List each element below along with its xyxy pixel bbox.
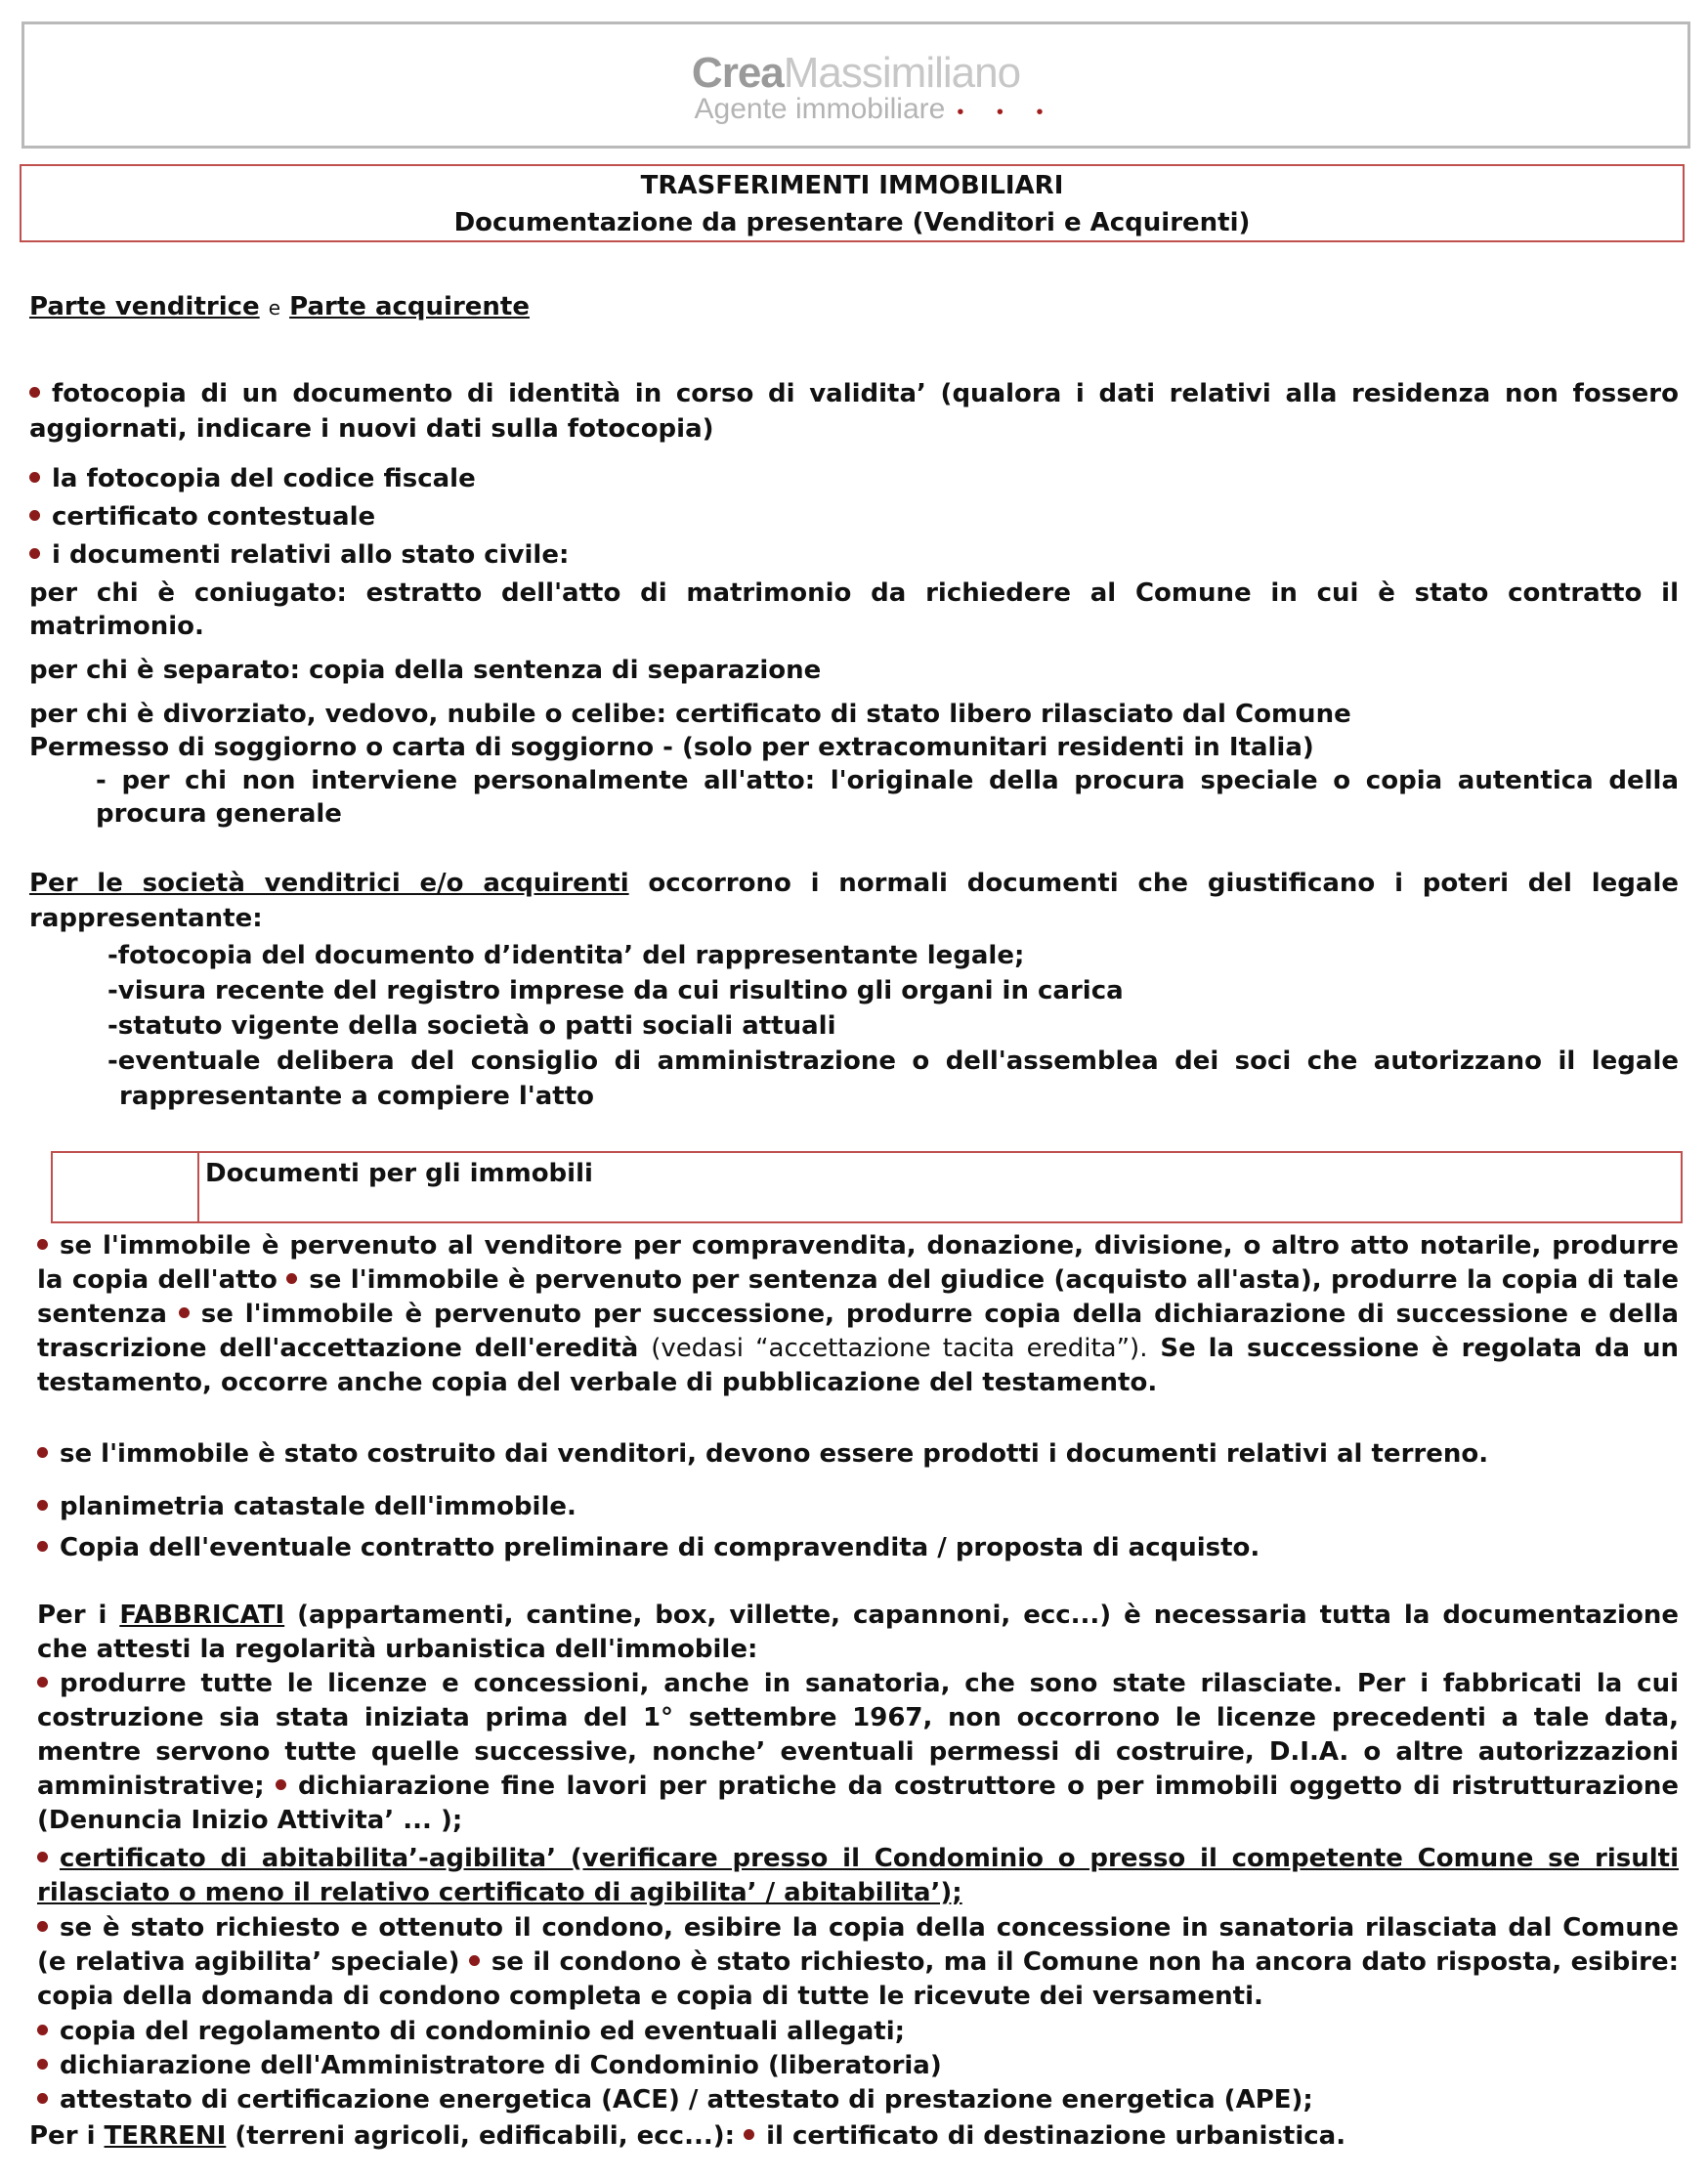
societa-paragraph xyxy=(29,866,1679,936)
doc-identita-item xyxy=(29,376,1679,447)
logo-subtitle: Agente immobiliare xyxy=(694,93,946,125)
logo-dots: • • • xyxy=(957,102,1057,123)
societa-list xyxy=(29,938,1679,1114)
header-logo-box xyxy=(21,21,1690,149)
immobili-preliminare-item xyxy=(37,1530,1679,1565)
terreni-lead: Per i xyxy=(29,2121,96,2151)
immobili-p4: Copia dell'eventuale contratto preliminare di compravendita / proposta di acquisto. xyxy=(60,1533,1260,1562)
document-title-box xyxy=(20,164,1685,242)
stato-civile-item xyxy=(29,537,1679,573)
bullet-icon xyxy=(37,1677,48,1688)
conjunction-e: e xyxy=(268,296,281,320)
societa-item: -eventuale delibera del consiglio di amministrazione o dell'assemblea dei soci che autorizzano il legale rappresentante a compiere l'atto xyxy=(107,1047,1679,1111)
certificato-contestuale-item xyxy=(29,499,1679,534)
fabbricati-p4: copia del regolamento di condominio ed eventuali allegati; xyxy=(60,2017,906,2046)
parties-heading xyxy=(29,289,1679,325)
terreni-text: (terreni agricoli, edificabili, ecc...): xyxy=(235,2121,735,2151)
fabbricati-lead: Per i xyxy=(37,1601,107,1630)
condominio-list xyxy=(37,2015,1679,2117)
bullet-icon xyxy=(37,2093,48,2104)
procura-text xyxy=(29,764,1679,831)
fabbricati-p2: certificato di abitabilita’-agibilita’ (verificare presso il Condominio o presso il competente Comune se risulti rilasciato o meno il relativo certificato di agibilita’ / abitabilita’); xyxy=(37,1844,1679,1907)
parte-venditrice-label: Parte venditrice xyxy=(29,292,260,321)
bullet-icon xyxy=(37,1500,48,1511)
immobili-p1d: (vedasi “accettazione tacita eredita”). xyxy=(651,1334,1148,1363)
document-title: TRASFERIMENTI IMMOBILIARI xyxy=(640,171,1064,200)
fabbricati-keyword: FABBRICATI xyxy=(119,1601,285,1630)
fabbricati-p5: dichiarazione dell'Amministratore di Condominio (liberatoria) xyxy=(60,2051,942,2080)
bullet-icon xyxy=(29,510,40,521)
bullet-icon xyxy=(37,1541,48,1552)
immobili-section-title: Documenti per gli immobili xyxy=(205,1159,593,1188)
fabbricati-p3a: se è stato richiesto e ottenuto il condono, esibire la copia della concessione in sanatoria rilasciata dal Comune (e relativa agibilita’ speciale) xyxy=(37,1913,1679,1977)
societa-heading: Per le società venditrici e/o acquirenti xyxy=(29,869,629,898)
bullet-icon xyxy=(276,1779,286,1790)
societa-item: -fotocopia del documento d’identita’ del rappresentante legale; xyxy=(107,941,1025,970)
logo-name-bold: Crea xyxy=(691,49,784,97)
procura-content: - per chi non interviene personalmente all'atto: l'originale della procura speciale o copia autentica della procura generale xyxy=(96,766,1679,829)
bullet-icon xyxy=(286,1273,297,1284)
terreni-keyword: TERRENI xyxy=(104,2121,227,2151)
immobili-terreno-item xyxy=(37,1436,1679,1472)
codice-fiscale-text: la fotocopia del codice fiscale xyxy=(52,464,476,493)
bullet-icon xyxy=(29,472,40,483)
terreni-line xyxy=(29,2118,1679,2154)
coniugato-text: per chi è coniugato: estratto dell'atto di matrimonio da richiedere al Comune in cui è stato contratto il matrimonio. xyxy=(29,578,1679,641)
bullet-icon xyxy=(37,1447,48,1458)
codice-fiscale-item xyxy=(29,461,1679,496)
bullet-icon xyxy=(179,1307,190,1318)
document-subtitle: Documentazione da presentare (Venditori e Acquirenti) xyxy=(453,208,1251,237)
societa-item: -visura recente del registro imprese da cui risultino gli organi in carica xyxy=(107,976,1124,1005)
stato-civile-text: i documenti relativi allo stato civile: xyxy=(52,540,570,570)
bullet-icon xyxy=(29,387,40,398)
immobili-p1a: se l'immobile è pervenuto al venditore per compravendita, donazione, divisione, o altro atto notarile, produrre la copia dell'atto xyxy=(37,1231,1679,1295)
immobili-p2: se l'immobile è stato costruito dai venditori, devono essere prodotti i documenti relativi al terreno. xyxy=(60,1439,1489,1469)
immobili-planimetria-item xyxy=(37,1489,1679,1524)
immobili-p3: planimetria catastale dell'immobile. xyxy=(60,1492,576,1521)
bullet-icon xyxy=(29,548,40,559)
terreni-item: il certificato di destinazione urbanistica. xyxy=(766,2121,1346,2151)
bullet-icon xyxy=(37,2059,48,2070)
fabbricati-p3b: se il condono è stato richiesto, ma il Comune non ha ancora dato risposta, esibire: copia della domanda di condono completa e copia di tutte le ricevute dei versamenti. xyxy=(37,1947,1679,2011)
immobili-p1e: Se la successione è regolata da un testamento, occorre anche copia del verbale di pubblicazione del testamento. xyxy=(37,1334,1679,1397)
condono-item xyxy=(37,1911,1679,2014)
bullet-icon xyxy=(37,1239,48,1250)
bullet-icon xyxy=(37,2025,48,2035)
permesso-text: Permesso di soggiorno o carta di soggiorno - (solo per extracomunitari residenti in Italia) xyxy=(29,733,1314,762)
regolamento-item xyxy=(37,2015,1679,2049)
logo-name-thin: Massimiliano xyxy=(783,49,1021,97)
parte-acquirente-label: Parte acquirente xyxy=(289,292,530,321)
bullet-icon xyxy=(469,1955,480,1966)
societa-item: -statuto vigente della società o patti sociali attuali xyxy=(107,1011,836,1041)
immobili-provenienza-paragraph xyxy=(37,1229,1679,1400)
fabbricati-p1a: produrre tutte le licenze e concessioni, anche in sanatoria, che sono state rilasciate. Per i fabbricati la cui costruzione sia stata iniziata prima del 1° settembre 1967, non occorrono le licenze precedenti a tale data, mentre servono tutte quelle successive, nonche’ eventuali permessi di costruire, D.I.A. o altre autorizzazioni amministrative; xyxy=(37,1669,1679,1801)
divorziato-text: per chi è divorziato, vedovo, nubile o celibe: certificato di stato libero rilasciato dal Comune xyxy=(29,700,1351,729)
immobili-table-header xyxy=(51,1151,1683,1223)
separato-text: per chi è separato: copia della sentenza di separazione xyxy=(29,656,822,685)
societa-intro: occorrono i normali documenti che giustificano i poteri del legale rappresentante: xyxy=(29,869,1679,933)
bullet-icon xyxy=(37,1852,48,1862)
doc-identita-text: fotocopia di un documento di identità in corso di validita’ (qualora i dati relativi alla residenza non fossero aggiornati, indicare i nuovi dati sulla fotocopia) xyxy=(29,379,1679,444)
certificato-contestuale-text: certificato contestuale xyxy=(52,502,376,532)
liberatoria-item xyxy=(37,2049,1679,2083)
agency-logo xyxy=(24,49,1687,127)
fabbricati-intro: (appartamenti, cantine, box, villette, capannoni, ecc...) è necessaria tutta la documentazione che attesti la regolarità urbanistica dell'immobile: xyxy=(37,1601,1679,1664)
fabbricati-paragraph xyxy=(37,1599,1679,1838)
immobili-p1c: se l'immobile è pervenuto per successione, produrre copia della dichiarazione di successione e della trascrizione dell'accettazione dell'eredità xyxy=(37,1300,1679,1363)
immobili-table-empty-cell xyxy=(53,1153,199,1221)
fabbricati-p6: attestato di certificazione energetica (ACE) / attestato di prestazione energetica (APE); xyxy=(60,2085,1313,2115)
bullet-icon xyxy=(37,1921,48,1932)
fabbricati-p1b: dichiarazione fine lavori per pratiche da costruttore o per immobili oggetto di ristrutturazione (Denuncia Inizio Attivita’ ... ); xyxy=(37,1772,1679,1835)
abitabilita-item xyxy=(37,1842,1679,1910)
immobili-p1b: se l'immobile è pervenuto per sentenza del giudice (acquisto all'asta), produrre la copia di tale sentenza xyxy=(37,1265,1679,1329)
ape-item xyxy=(37,2083,1679,2117)
bullet-icon xyxy=(744,2129,754,2140)
